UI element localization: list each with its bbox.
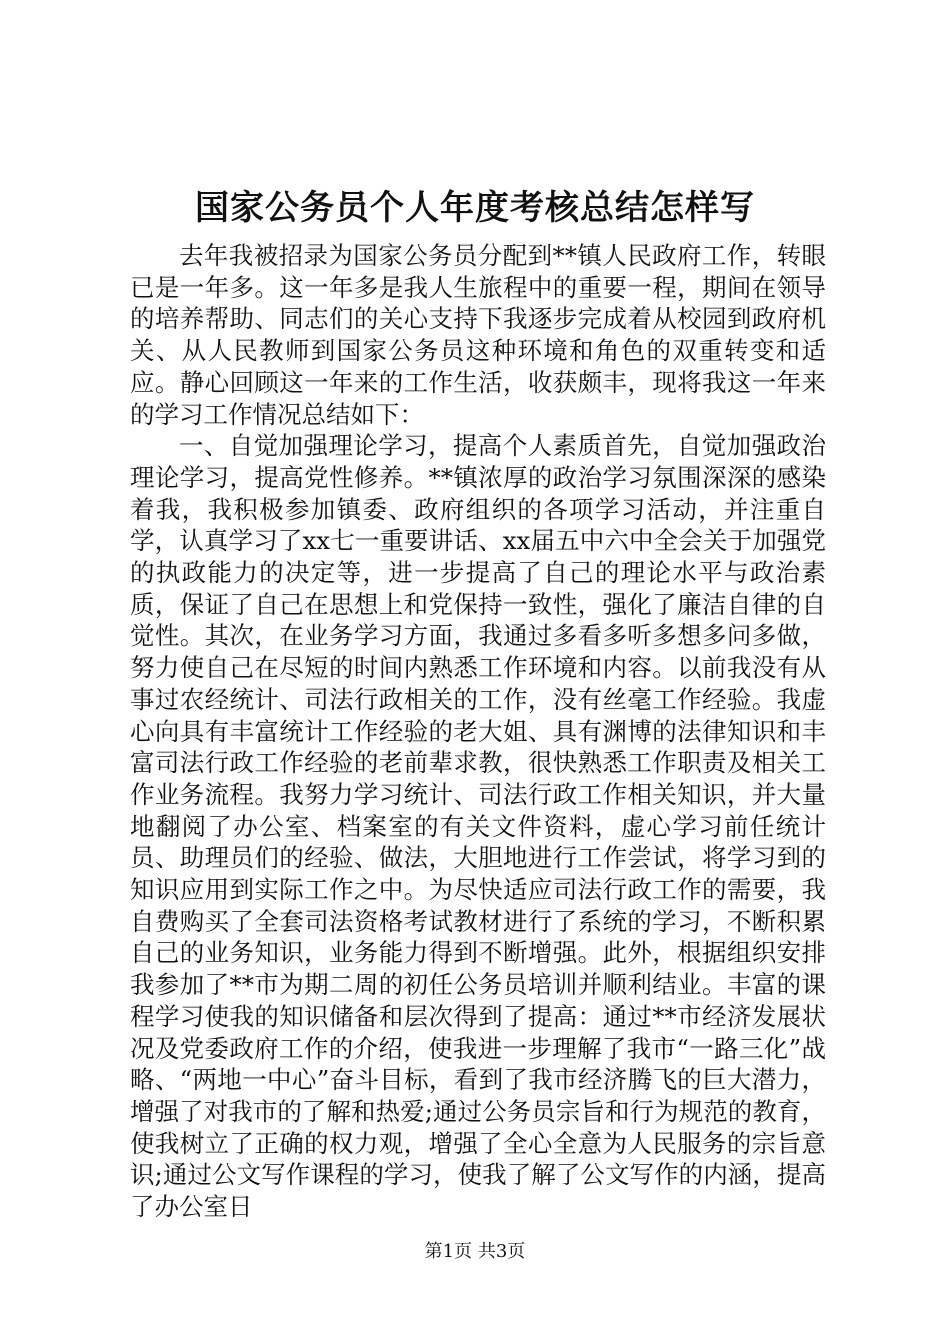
paragraph-theory-study: 一、自觉加强理论学习，提高个人素质首先，自觉加强政治理论学习，提高党性修养。**镇浓厚的政治学习氛围深深的感染着我，我积极参加镇委、政府组织的各项学习活动，并注重自学，认真学习了xx七一重要讲话、xx届五中六中全会关于加强党的执政能力的决定等，进一步提高了自己的理论水平与政治素质，保证了自己在思想上和党保持一致性，强化了廉洁自律的自觉性。其次，在业务学习方面，我通过多看多听多想多问多做，努力使自己在尽短的时间内熟悉工作环境和内容。以前我没有从事过农经统计、司法行政相关的工作，没有丝毫工作经验。我虚心向具有丰富统计工作经验的老大姐、具有渊博的法律知识和丰富司法行政工作经验的老前辈求教，很快熟悉工作职责及相关工作业务流程。我努力学习统计、司法行政工作相关知识，并大量地翻阅了办公室、档案室的有关文件资料，虚心学习前任统计员、助理员们的经验、做法，大胆地进行工作尝试，将学习到的知识应用到实际工作之中。为尽快适应司法行政工作的需要，我自费购买了全套司法资格考试教材进行了系统的学习，不断积累自己的业务知识，业务能力得到不断增强。此外，根据组织安排我参加了**市为期二周的初任公务员培训并顺利结业。丰富的课程学习使我的知识储备和层次得到了提高：通过**市经济发展状况及党委政府工作的介绍，使我进一步理解了我市“一路三化”战略、“两地一中心”奋斗目标，看到了我市经济腾飞的巨大潜力，增强了对我市的了解和热爱;通过公务员宗旨和行为规范的教育，使我树立了正确的权力观，增强了全心全意为人民服务的宗旨意识;通过公文写作课程的学习，使我了解了公文写作的内涵，提高了办公室日	[130, 431, 826, 1222]
document-body	[130, 240, 826, 1223]
page-number-footer: 第1页 共3页	[424, 1241, 526, 1262]
page-title: 国家公务员个人年度考核总结怎样写	[195, 188, 755, 228]
paragraph-intro: 去年我被招录为国家公务员分配到**镇人民政府工作，转眼已是一年多。这一年多是我人生旅程中的重要一程，期间在领导的培养帮助、同志们的关心支持下我逐步完成着从校园到政府机关、从人民教师到国家公务员这种环境和角色的双重转变和适应。静心回顾这一年来的工作生活，收获颇丰，现将我这一年来的学习工作情况总结如下：	[130, 241, 826, 429]
